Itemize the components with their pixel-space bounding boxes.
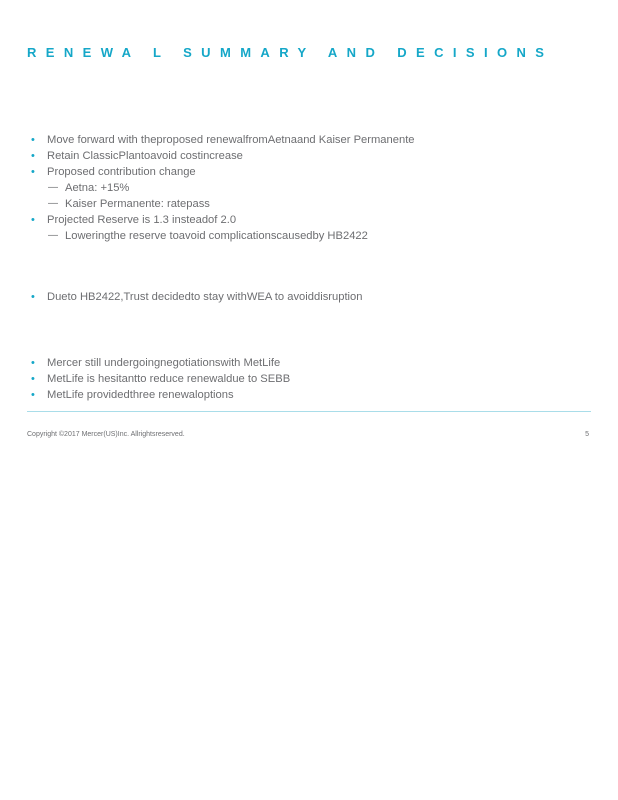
copyright-notice: Copyright ©2017 Mercer(US)Inc. Allrightsreserved. — [27, 431, 185, 438]
bullet-item — [31, 355, 290, 371]
bullet-list-metlife — [31, 355, 290, 403]
bullet-marker-icon: • — [31, 357, 35, 369]
bullet-text: Move forward with theproposed renewalfromAetnaand Kaiser Permanente — [47, 134, 415, 146]
bullet-text: Mercer still undergoingnegotiationswith MetLife — [47, 357, 281, 369]
sub-bullet-item — [31, 228, 415, 244]
bullet-item — [31, 164, 415, 180]
bullet-marker-icon: • — [31, 166, 35, 178]
footer-divider — [27, 411, 591, 412]
bullet-item — [31, 148, 415, 164]
bullet-marker-icon: • — [31, 389, 35, 401]
bullet-text: Proposed contribution change — [47, 166, 196, 178]
bullet-text: MetLife is hesitantto reduce renewaldue to SEBB — [47, 373, 291, 385]
bullet-text: Dueto HB2422,Trust decidedto stay withWEA to avoiddisruption — [47, 291, 363, 303]
bullet-text: Loweringthe reserve toavoid complicationscausedby HB2422 — [65, 230, 368, 242]
bullet-item — [31, 212, 415, 228]
bullet-marker-icon: • — [31, 373, 35, 385]
bullet-item — [31, 289, 363, 305]
bullet-marker-icon: • — [31, 214, 35, 226]
bullet-text: MetLife providedthree renewaloptions — [47, 389, 234, 401]
bullet-text: Projected Reserve is 1.3 insteadof 2.0 — [47, 214, 237, 226]
bullet-item — [31, 132, 415, 148]
sub-bullet-item — [31, 180, 415, 196]
bullet-text: Kaiser Permanente: ratepass — [65, 198, 210, 210]
bullet-marker-icon: • — [31, 150, 35, 162]
dash-marker-icon: — — [48, 230, 58, 241]
sub-bullet-item — [31, 196, 415, 212]
bullet-marker-icon: • — [31, 134, 35, 146]
page-number: 5 — [585, 431, 589, 438]
dash-marker-icon: — — [48, 198, 58, 209]
dash-marker-icon: — — [48, 182, 58, 193]
bullet-list-trust — [31, 289, 363, 305]
bullet-marker-icon: • — [31, 291, 35, 303]
slide-title: RENEWA L SUMMARY AND DECISIONS — [27, 45, 554, 60]
bullet-text: Retain ClassicPlantoavoid costincrease — [47, 150, 243, 162]
bullet-list-contracts — [31, 132, 415, 244]
bullet-text: Aetna: +15% — [65, 182, 130, 194]
bullet-item — [31, 387, 290, 403]
bullet-item — [31, 371, 290, 387]
